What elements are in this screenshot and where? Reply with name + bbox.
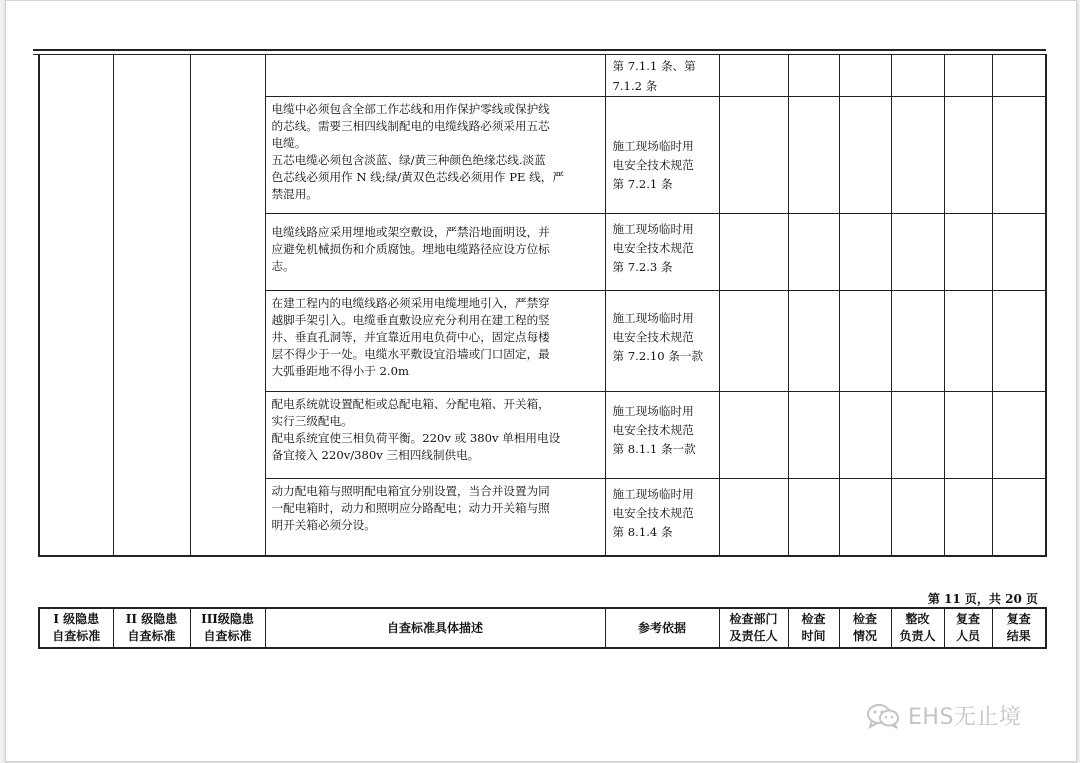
description-cell <box>265 97 605 214</box>
reference-line: 电安全技术规范 <box>612 506 694 521</box>
header-level2: II 级隐患 自查标准 <box>113 608 190 648</box>
description-cell <box>265 213 605 290</box>
reference-line: 第 8.1.1 条一款 <box>612 441 696 456</box>
reviewer-cell <box>944 97 992 214</box>
reference-line: 第 7.2.10 条一款 <box>612 349 704 364</box>
description-cell <box>265 55 605 97</box>
reference-line: 施工现场临时用 <box>612 139 694 154</box>
time-cell <box>788 213 839 290</box>
result-cell <box>992 291 1046 392</box>
level3-cell <box>190 55 265 557</box>
next-page-table-header <box>38 607 1047 649</box>
page-number: 第 11 页，共 20 页 <box>927 592 1038 606</box>
header-row <box>39 608 1046 648</box>
description-line: 井、垂直孔洞等，并宜靠近用电负荷中心，固定点每楼 <box>271 330 550 345</box>
time-cell <box>788 479 839 556</box>
time-cell <box>788 391 839 478</box>
reference-cell <box>605 291 719 392</box>
reference-line: 第 7.2.1 条 <box>612 177 673 192</box>
reference-line: 施工现场临时用 <box>612 221 694 236</box>
reference-line: 电安全技术规范 <box>612 422 694 437</box>
status-cell <box>839 213 891 290</box>
wechat-icon <box>866 702 902 730</box>
header-description: 自查标准具体描述 <box>265 608 605 648</box>
description-line: 电缆中必须包含全部工作芯线和用作保护零线或保护线 <box>271 102 550 117</box>
level2-cell <box>113 55 190 557</box>
header-level3: III级隐患 自查标准 <box>190 608 265 648</box>
description-line: 志。 <box>271 258 295 273</box>
header-status: 检查 情况 <box>839 608 891 648</box>
owner-cell <box>891 479 944 556</box>
table-row <box>39 55 1046 97</box>
header-level1: I 级隐患 自查标准 <box>39 608 113 648</box>
level1-cell <box>39 55 113 557</box>
owner-cell <box>891 391 944 478</box>
description-line: 备宜接入 220v/380v 三相四线制供电。 <box>271 447 480 462</box>
description-line: 配电系统就设置配柜或总配电箱、分配电箱、开关箱， <box>271 396 550 411</box>
header-reference: 参考依据 <box>605 608 719 648</box>
description-line: 的芯线。需要三相四线制配电的电缆线路必须采用五芯 <box>271 119 550 134</box>
dept-cell <box>719 479 788 556</box>
status-cell <box>839 479 891 556</box>
reviewer-cell <box>944 391 992 478</box>
header-result: 复查 结果 <box>992 608 1046 648</box>
status-cell <box>839 55 891 97</box>
reference-cell <box>605 97 719 214</box>
watermark-text: EHS无止境 <box>908 705 1022 730</box>
reference-line: 电安全技术规范 <box>612 158 694 173</box>
status-cell <box>839 97 891 214</box>
reference-line: 第 7.1.1 条、第 <box>612 59 696 73</box>
reviewer-cell <box>944 291 992 392</box>
dept-cell <box>719 213 788 290</box>
dept-cell <box>719 97 788 214</box>
time-cell <box>788 55 839 97</box>
description-line: 电缆。 <box>271 136 307 151</box>
header-rule <box>33 49 1046 51</box>
owner-cell <box>891 213 944 290</box>
result-cell <box>992 479 1046 556</box>
reference-line: 电安全技术规范 <box>612 240 694 255</box>
dept-cell <box>719 291 788 392</box>
description-line: 实行三级配电。 <box>271 413 353 428</box>
header-reviewer: 复查 人员 <box>944 608 992 648</box>
description-line: 五芯电缆必须包含淡蓝、绿/黄三种颜色绝缘芯线.淡蓝 <box>271 153 546 168</box>
description-line: 越脚手架引入。电缆垂直敷设应充分利用在建工程的竖 <box>271 313 550 328</box>
reference-cell <box>605 213 719 290</box>
dept-cell <box>719 55 788 97</box>
reference-line: 第 8.1.4 条 <box>612 525 673 540</box>
header-time: 检查 时间 <box>788 608 839 648</box>
status-cell <box>839 291 891 392</box>
description-line: 动力配电箱与照明配电箱宜分别设置，当合并设置为同 <box>271 484 550 499</box>
owner-cell <box>891 291 944 392</box>
description-line: 层不得少于一处。电缆水平敷设宜沿墙或门口固定，最 <box>271 347 550 362</box>
description-line: 禁混用。 <box>271 187 318 202</box>
reviewer-cell <box>944 213 992 290</box>
reference-cell <box>605 479 719 556</box>
description-cell <box>265 479 605 556</box>
reviewer-cell <box>944 55 992 97</box>
result-cell <box>992 55 1046 97</box>
watermark <box>866 700 1021 731</box>
description-line: 在建工程内的电缆线路必须采用电缆埋地引入，严禁穿 <box>271 296 550 311</box>
result-cell <box>992 391 1046 478</box>
status-cell <box>839 391 891 478</box>
description-cell <box>265 291 605 392</box>
owner-cell <box>891 97 944 214</box>
reference-line: 7.1.2 条 <box>612 79 658 93</box>
owner-cell <box>891 55 944 97</box>
reference-cell <box>605 55 719 97</box>
header-owner: 整改 负责人 <box>891 608 944 648</box>
reference-line: 施工现场临时用 <box>612 311 694 326</box>
checklist-table-continued <box>38 54 1047 557</box>
result-cell <box>992 97 1046 214</box>
reviewer-cell <box>944 479 992 556</box>
time-cell <box>788 291 839 392</box>
header-dept: 检查部门 及责任人 <box>719 608 788 648</box>
reference-line: 施工现场临时用 <box>612 487 694 502</box>
description-line: 明开关箱必须分设。 <box>271 518 376 533</box>
description-cell <box>265 391 605 478</box>
dept-cell <box>719 391 788 478</box>
reference-cell <box>605 391 719 478</box>
description-line: 配电系统宜使三相负荷平衡。220v 或 380v 单相用电设 <box>271 430 561 445</box>
description-line: 一配电箱时，动力和照明应分路配电；动力开关箱与照 <box>271 501 550 516</box>
reference-line: 第 7.2.3 条 <box>612 259 673 274</box>
reference-line: 施工现场临时用 <box>612 403 694 418</box>
description-line: 大弧垂距地不得小于 2.0m <box>271 364 409 379</box>
reference-line: 电安全技术规范 <box>612 330 694 345</box>
description-line: 电缆线路应采用埋地或架空敷设，严禁沿地面明设，并 <box>271 224 550 239</box>
result-cell <box>992 213 1046 290</box>
description-line: 色芯线必须用作 N 线;绿/黄双色芯线必须用作 PE 线，严 <box>271 170 564 185</box>
description-line: 应避免机械损伤和介质腐蚀。埋地电缆路径应设方位标 <box>271 241 550 256</box>
time-cell <box>788 97 839 214</box>
